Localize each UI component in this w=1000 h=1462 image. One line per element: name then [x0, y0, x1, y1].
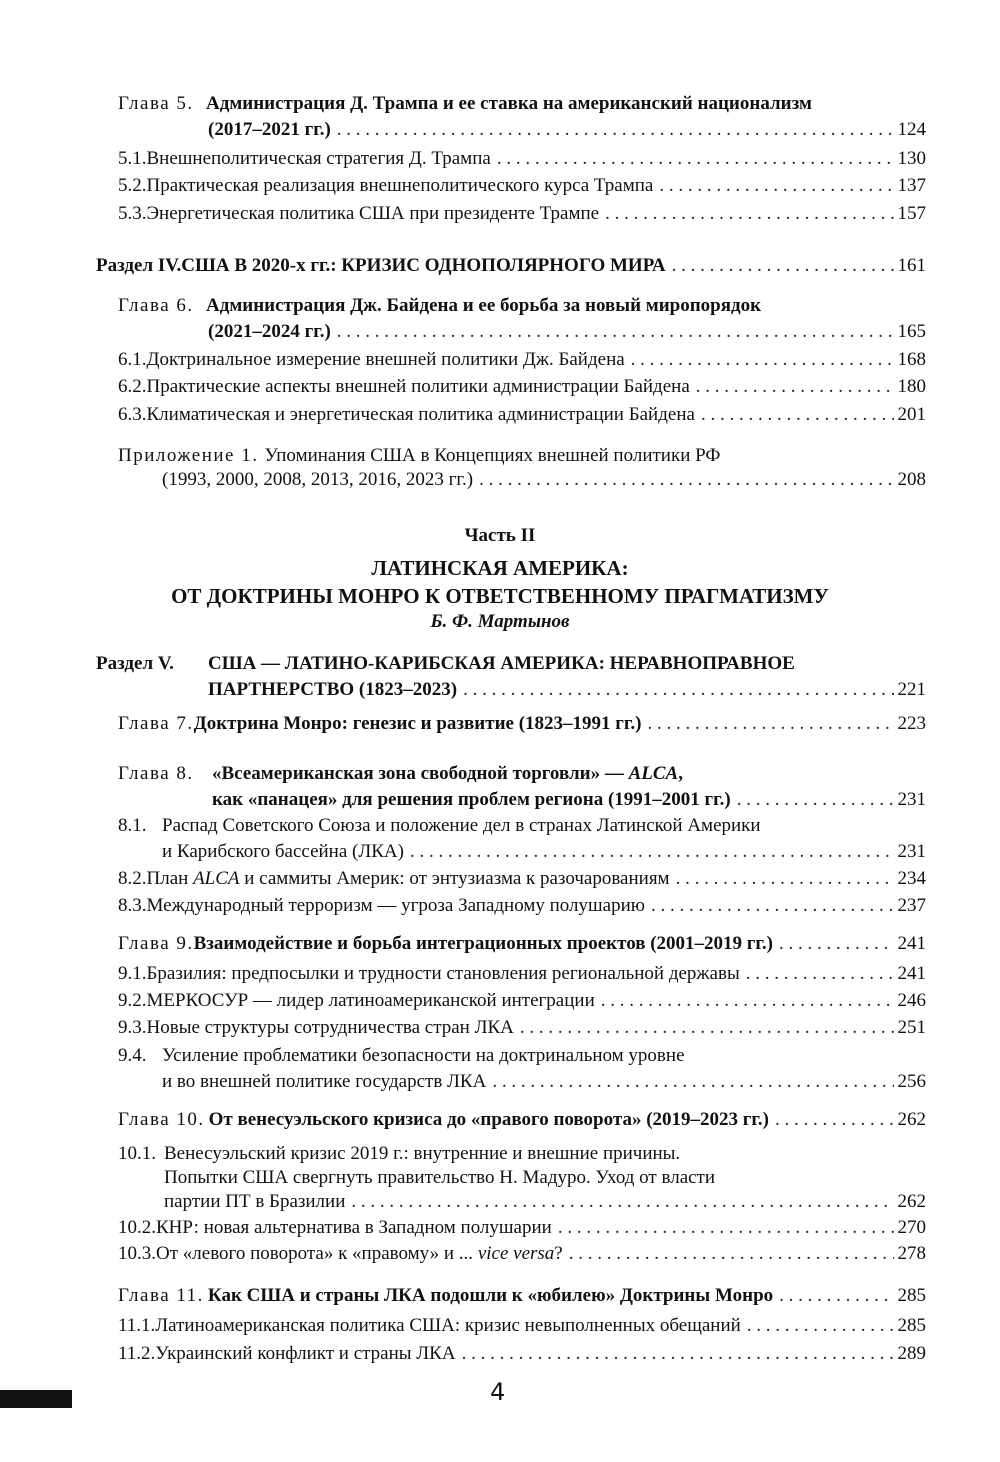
leader-dots [479, 466, 893, 494]
chapter-label: Глава 6. [118, 295, 194, 316]
page-number: 4 [490, 1378, 506, 1406]
section-title: Практические аспекты внешней политики администрации Байдена [146, 376, 690, 397]
page-ref: 201 [897, 404, 926, 425]
page-ref: 231 [897, 841, 926, 862]
section-label: 11.2. [118, 1343, 156, 1364]
leader-dots [492, 1068, 893, 1096]
leader-dots [569, 1240, 894, 1268]
chapter-label: Глава 8. [118, 763, 194, 784]
section-label: 8.1. [118, 815, 147, 836]
page-ref: 278 [897, 1243, 926, 1264]
section-label: 6.1. [118, 349, 147, 370]
section-title: Распад Советского Союза и положение дел в странах Латинской Америки [162, 815, 761, 836]
chapter-title-cont: (2021–2024 гг.) [208, 321, 331, 342]
part-section-title: США — ЛАТИНО-КАРИБСКАЯ АМЕРИКА: НЕРАВНОПРАВНОЕ [208, 653, 795, 674]
leader-dots [648, 710, 894, 738]
section-title-acronym: ALCA [193, 868, 240, 889]
chapter-title: Администрация Д. Трампа и ее ставка на американский национализм [206, 93, 812, 114]
chapter-label: Глава 7. [118, 713, 194, 734]
leader-dots [601, 987, 894, 1015]
section-label: 10.2. [118, 1217, 156, 1238]
chapter-title: «Всеамериканская зона свободной торговли» — [212, 763, 629, 784]
page-ref: 231 [897, 789, 926, 810]
section-label: 9.1. [118, 963, 147, 984]
chapter-label: Глава 9. [118, 933, 194, 954]
section-title: Энергетическая политика США при президенте Трампе [146, 203, 600, 224]
leader-dots [462, 1340, 894, 1368]
section-label: 9.2. [118, 990, 147, 1011]
chapter-label: Глава 5. [118, 93, 194, 114]
leader-dots [779, 930, 894, 958]
appendix-title-cont: (1993, 2000, 2008, 2013, 2016, 2023 гг.) [162, 469, 474, 490]
page-ref: 241 [897, 933, 926, 954]
section-title: Латиноамериканская политика США: кризис невыполненных обещаний [155, 1315, 741, 1336]
section-title: Новые структуры сотрудничества стран ЛКА [146, 1017, 514, 1038]
leader-dots [659, 172, 893, 200]
page-ref: 168 [897, 349, 926, 370]
page-ref: 208 [897, 469, 926, 490]
leader-dots [676, 865, 894, 893]
section-label: 5.3. [118, 203, 147, 224]
section-title: План [146, 868, 194, 889]
section-label: 11.1. [118, 1315, 156, 1336]
page-ref: 157 [897, 203, 926, 224]
leader-dots [696, 373, 894, 401]
section-label: 6.3. [118, 404, 147, 425]
leader-dots [605, 200, 893, 228]
section-label: 6.2. [118, 376, 147, 397]
chapter-title: Администрация Дж. Байдена и ее борьба за новый миропорядок [206, 295, 762, 316]
page-ref: 262 [897, 1191, 926, 1212]
leader-dots [497, 145, 894, 173]
leader-dots [651, 892, 894, 920]
section-label: 10.3. [118, 1243, 156, 1264]
scan-edge-mark [0, 1390, 72, 1408]
section-title: Практическая реализация внешнеполитического курса Трампа [146, 175, 654, 196]
part-section-label: Раздел IV. [96, 255, 182, 276]
section-title-rest: и саммиты Америк: от энтузиазма к разочарованиям [239, 868, 670, 889]
section-title-punct: ? [554, 1243, 563, 1264]
page-ref: 234 [897, 868, 926, 889]
page-ref: 251 [897, 1017, 926, 1038]
chapter-title-acronym: ALCA [628, 763, 679, 784]
page-ref: 237 [897, 895, 926, 916]
section-label: 10.1. [118, 1143, 156, 1164]
page-ref: 130 [897, 148, 926, 169]
chapter-title: Взаимодействие и борьба интеграционных проектов (2001–2019 гг.) [193, 933, 773, 954]
section-label: 8.2. [118, 868, 147, 889]
page-ref: 137 [897, 175, 926, 196]
section-title: Украинский конфликт и страны ЛКА [155, 1343, 456, 1364]
section-title-cont: Попытки США свергнуть правительство Н. Мадуро. Уход от власти [164, 1167, 716, 1188]
leader-dots [351, 1188, 893, 1216]
section-title: Доктринальное измерение внешней политики Дж. Байдена [146, 349, 625, 370]
leader-dots [747, 1312, 894, 1340]
appendix-label: Приложение 1. [118, 445, 259, 466]
section-title: Усиление проблематики безопасности на доктринальном уровне [162, 1045, 685, 1066]
part-section-title: США В 2020-х гг.: КРИЗИС ОДНОПОЛЯРНОГО МИРА [181, 255, 666, 276]
section-title-cont: и Карибского бассейна (ЛКА) [162, 841, 404, 862]
leader-dots [337, 318, 894, 346]
part-heading: Часть II [464, 525, 536, 546]
section-label: 8.3. [118, 895, 147, 916]
page-ref: 124 [897, 119, 926, 140]
chapter-title: Как США и страны ЛКА подошли к «юбилею» Доктрины Монро [207, 1285, 774, 1306]
page-ref: 161 [897, 255, 926, 276]
chapter-title: Доктрина Монро: генезис и развитие (1823–1991 гг.) [193, 713, 642, 734]
page-ref: 180 [897, 376, 926, 397]
part-title-line1: ЛАТИНСКАЯ АМЕРИКА: [371, 556, 629, 580]
chapter-title-punct: , [678, 763, 683, 784]
page-ref: 223 [897, 713, 926, 734]
section-label: 9.3. [118, 1017, 147, 1038]
section-title: Внешнеполитическая стратегия Д. Трампа [146, 148, 491, 169]
appendix-title: Упоминания США в Концепциях внешней политики РФ [264, 445, 721, 466]
page-ref: 270 [897, 1217, 926, 1238]
leader-dots [631, 346, 894, 374]
section-title: Международный терроризм — угроза Западному полушарию [146, 895, 645, 916]
section-title: От «левого поворота» к «правому» и ... [156, 1243, 478, 1264]
section-title: Климатическая и энергетическая политика администрации Байдена [146, 404, 695, 425]
section-title: Венесуэльский кризис 2019 г.: внутренние и внешние причины. [164, 1143, 681, 1164]
leader-dots [672, 252, 894, 280]
chapter-title-cont: (2017–2021 гг.) [208, 119, 331, 140]
section-title-latin: vice versa [477, 1243, 555, 1264]
section-title: КНР: новая альтернатива в Западном полушарии [156, 1217, 552, 1238]
page-ref: 256 [897, 1071, 926, 1092]
part-author: Б. Ф. Мартынов [430, 611, 570, 632]
part-section-title-cont: ПАРТНЕРСТВО (1823–2023) [208, 679, 458, 700]
page-ref: 289 [897, 1343, 926, 1364]
part-title-line2: ОТ ДОКТРИНЫ МОНРО К ОТВЕТСТВЕННОМУ ПРАГМАТИЗМУ [171, 584, 829, 608]
leader-dots [737, 786, 894, 814]
leader-dots [520, 1014, 894, 1042]
chapter-label: Глава 10. [118, 1109, 205, 1130]
section-title: МЕРКОСУР — лидер латиноамериканской интеграции [146, 990, 595, 1011]
section-label: 5.2. [118, 175, 147, 196]
leader-dots [701, 401, 894, 429]
leader-dots [410, 838, 894, 866]
page-ref: 221 [897, 679, 926, 700]
section-title-cont: и во внешней политике государств ЛКА [162, 1071, 487, 1092]
section-title: Бразилия: предпосылки и трудности становления региональной державы [146, 963, 740, 984]
chapter-label: Глава 11. [118, 1285, 204, 1306]
section-label: 5.1. [118, 148, 147, 169]
leader-dots [463, 676, 893, 704]
page-ref: 285 [897, 1315, 926, 1336]
page-ref: 246 [897, 990, 926, 1011]
section-label: 9.4. [118, 1045, 147, 1066]
page-ref: 285 [897, 1285, 926, 1306]
part-2-heading-block [0, 522, 1000, 634]
chapter-title: От венесуэльского кризиса до «правого поворота» (2019–2023 гг.) [208, 1109, 769, 1130]
page-ref: 241 [897, 963, 926, 984]
page-ref: 165 [897, 321, 926, 342]
leader-dots [779, 1282, 893, 1310]
leader-dots [337, 116, 894, 144]
leader-dots [746, 960, 894, 988]
part-section-label: Раздел V. [96, 653, 174, 674]
leader-dots [775, 1106, 894, 1134]
page-ref: 262 [897, 1109, 926, 1130]
chapter-title-cont: как «панацея» для решения проблем региона (1991–2001 гг.) [212, 789, 731, 810]
section-title-cont: партии ПТ в Бразилии [164, 1191, 346, 1212]
leader-dots [558, 1214, 894, 1242]
